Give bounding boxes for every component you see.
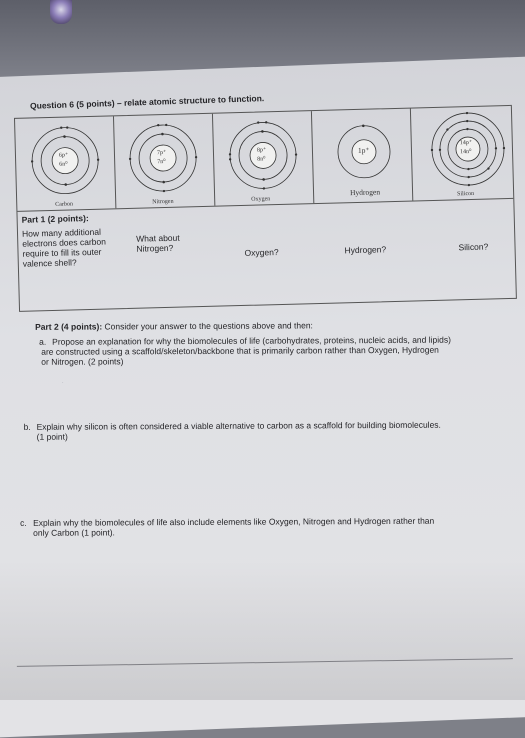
- part2a-line: Propose an explanation for why the biomolecules of life (carbohydrates, proteins, nucleic acids, and lipids): [52, 334, 451, 347]
- oxygen-label: Oxygen: [251, 196, 271, 203]
- part1-hydrogen-question: Hydrogen?: [344, 244, 387, 256]
- part2a-line: are constructed using a scaffold/skeleton/backbone that is primarily carbon rather than Oxygen, Hydrogen: [41, 344, 439, 357]
- part1-nitrogen-question: What about: [136, 232, 180, 244]
- part1-question-line: require to fill its outer: [22, 246, 102, 259]
- nucleus-protons: 1p⁺: [357, 145, 370, 155]
- hydrogen-atom-diagram: [335, 123, 392, 180]
- nucleus-neutrons: 7n⁰: [157, 158, 166, 166]
- part2a-marker: a.: [39, 336, 47, 347]
- nucleus-neutrons: 14n⁰: [459, 148, 472, 156]
- silicon-label: Silicon: [457, 190, 475, 198]
- hydrogen-label: Hydrogen: [349, 187, 381, 198]
- oxygen-atom-diagram: [227, 120, 299, 192]
- table-col-divider: [410, 109, 413, 201]
- nitrogen-atom-diagram: [127, 122, 199, 194]
- nucleus-protons: 7p⁺: [156, 149, 167, 157]
- part2b-line: Explain why silicon is often considered a viable alternative to carbon as a scaffold for building biomolecules.: [36, 419, 441, 432]
- worksheet-content: Question 6 (5 points) – relate atomic structure to function. 6p⁺ 6n⁰ Carbon 7p⁺ 7n⁰ Nitrogen 8p⁺ 8n⁰ Oxygen 1p⁺ Hydrogen 14p⁺ 14n⁰ Silicon Part 1 (2 points): How many additional electrons does carbon require to fill its outer valence shell? What about Nitrogen? Oxygen? Hydrogen? Silicon? Part 2 (4 points): Consider your answer to the questions above and then: a. Propose an explanation for why the biomolecules of life (carbohydrates, proteins, nucleic acids, and lipids) are constructed using a scaffold/skeleton/backbone that is primarily carbon rather than Oxygen, Hydrogen or Nitrogen. (2 points) · b. Explain why silicon is often considered a viable alternative to carbon as a scaffold for building biomolecules. (1 point) c. Explain why the biomolecules of life also include elements like Oxygen, Nitrogen and Hydrogen rather than only Carbon (1 point).: [0, 0, 525, 700]
- nucleus-protons: 8p⁺: [256, 147, 267, 154]
- part2a-line: or Nitrogen. (2 points): [41, 356, 124, 367]
- part2c-line: only Carbon (1 point).: [33, 527, 115, 538]
- carbon-label: Carbon: [55, 201, 74, 208]
- part2c-line: Explain why the biomolecules of life also include elements like Oxygen, Nitrogen and Hydrogen rather than: [33, 515, 435, 528]
- table-col-divider: [311, 111, 314, 203]
- nucleus-neutrons: 6n⁰: [59, 161, 68, 168]
- silicon-atom-diagram: [429, 110, 507, 188]
- part1-question-line: valence shell?: [22, 257, 77, 269]
- part2-intro: Consider your answer to the questions above and then:: [104, 320, 313, 332]
- part2b-marker: b.: [23, 421, 31, 432]
- part1-oxygen-question: Oxygen?: [244, 247, 279, 258]
- paper-shadow: [0, 560, 525, 700]
- part1-silicon-question: Silicon?: [458, 241, 489, 253]
- nucleus-protons: 14p⁺: [459, 139, 473, 147]
- question-title: Question 6 (5 points) – relate atomic structure to function.: [29, 93, 265, 111]
- table-col-divider: [212, 114, 215, 206]
- nucleus-protons: 6p⁺: [58, 152, 69, 159]
- nucleus-neutrons: 8n⁰: [257, 156, 266, 163]
- atom-table: [14, 105, 517, 312]
- part2c-marker: c.: [20, 517, 27, 528]
- part2b-line: (1 point): [36, 431, 68, 442]
- part1-heading: Part 1 (2 points):: [21, 213, 89, 225]
- part2-intro-line: [35, 320, 313, 331]
- part1-question-line: electrons does carbon: [22, 236, 107, 249]
- part1-nitrogen-question: Nitrogen?: [136, 242, 174, 254]
- table-col-divider: [113, 116, 116, 208]
- nitrogen-label: Nitrogen: [152, 198, 174, 206]
- part1-question-line: How many additional: [21, 226, 102, 239]
- part2-heading: Part 2 (4 points):: [35, 321, 103, 332]
- carbon-atom-diagram: [29, 125, 101, 197]
